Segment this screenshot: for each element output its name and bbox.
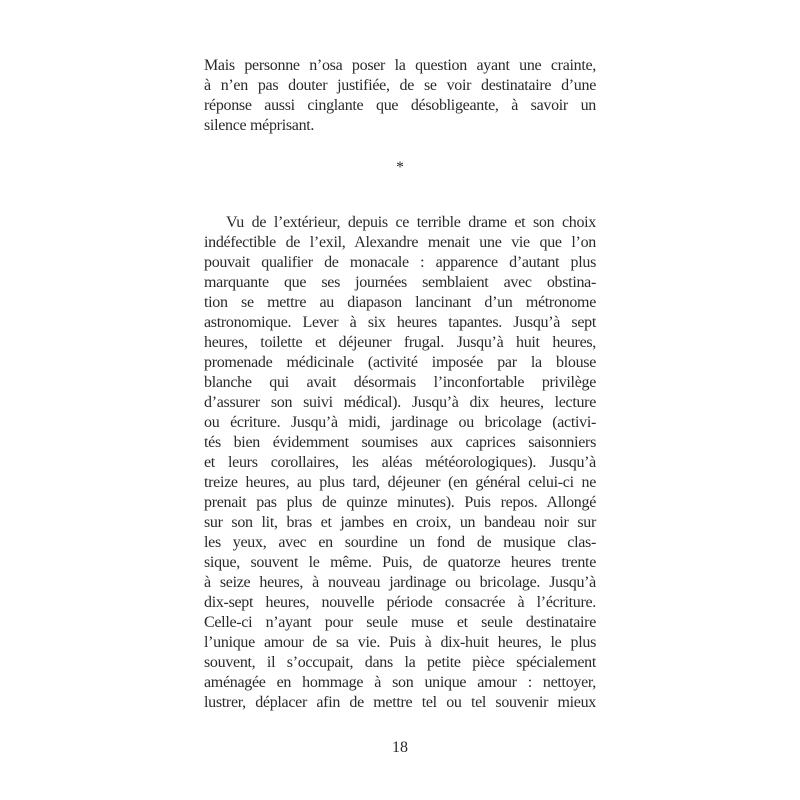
text-line: l’unique amour de sa vie. Puis à dix-huit heures, le plus [204, 634, 596, 651]
text-line: réponse aussi cinglante que désobligeante, à savoir un [204, 97, 596, 114]
text-line: et leurs corollaires, les aléas météorologiques). Jusqu’à [204, 454, 596, 471]
text-line: les yeux, avec en sourdine un fond de musique clas- [204, 534, 596, 551]
text-line: Vu de l’extérieur, depuis ce terrible drame et son choix [226, 214, 596, 231]
text-line: souvent, il s’occupait, dans la petite pièce spécialement [204, 654, 596, 671]
text-line: prenait pas plus de quinze minutes). Puis repos. Allongé [204, 494, 596, 511]
text-line: d’assurer son suivi médical). Jusqu’à dix heures, lecture [204, 394, 596, 411]
text-line: indéfectible de l’exil, Alexandre menait une vie que l’on [204, 234, 596, 251]
paragraph-2 [204, 213, 596, 713]
text-line: lustrer, déplacer afin de mettre tel ou tel souvenir mieux [204, 694, 596, 711]
text-line: pouvait qualifier de monacale : apparence d’autant plus [204, 254, 596, 271]
text-line: Celle-ci n’ayant pour seule muse et seule destinataire [204, 614, 596, 631]
text-line: sique, souvent le même. Puis, de quatorze heures trente [204, 554, 596, 571]
text-line: astronomique. Lever à six heures tapantes. Jusqu’à sept [204, 314, 596, 331]
paragraph-1 [204, 56, 596, 136]
text-line: marquante que ses journées semblaient avec obstina- [204, 274, 596, 291]
text-line: tion se mettre au diapason lancinant d’un métronome [204, 294, 596, 311]
text-line: aménagée en hommage à son unique amour : nettoyer, [204, 674, 596, 691]
text-line: blanche qui avait désormais l’inconfortable privilège [204, 374, 596, 391]
text-line: dix-sept heures, nouvelle période consacrée à l’écriture. [204, 594, 596, 611]
page-number: 18 [392, 739, 408, 756]
text-line: silence méprisant. [204, 117, 315, 134]
text-line: heures, toilette et déjeuner frugal. Jusqu’à huit heures, [204, 334, 596, 351]
text-line: sur son lit, bras et jambes en croix, un bandeau noir sur [204, 514, 596, 531]
text-line: Mais personne n’osa poser la question ayant une crainte, [204, 57, 596, 74]
text-line: à seize heures, à nouveau jardinage ou bricolage. Jusqu’à [204, 574, 596, 591]
text-line: treize heures, au plus tard, déjeuner (en général celui-ci ne [204, 474, 596, 491]
text-line: tés bien évidemment soumises aux caprices saisonniers [204, 434, 596, 451]
text-line: promenade médicinale (activité imposée par la blouse [204, 354, 596, 371]
text-line: ou écriture. Jusqu’à midi, jardinage ou bricolage (activi- [204, 414, 596, 431]
section-separator: * [396, 159, 404, 176]
text-line: à n’en pas douter justifiée, de se voir destinataire d’une [204, 77, 596, 94]
